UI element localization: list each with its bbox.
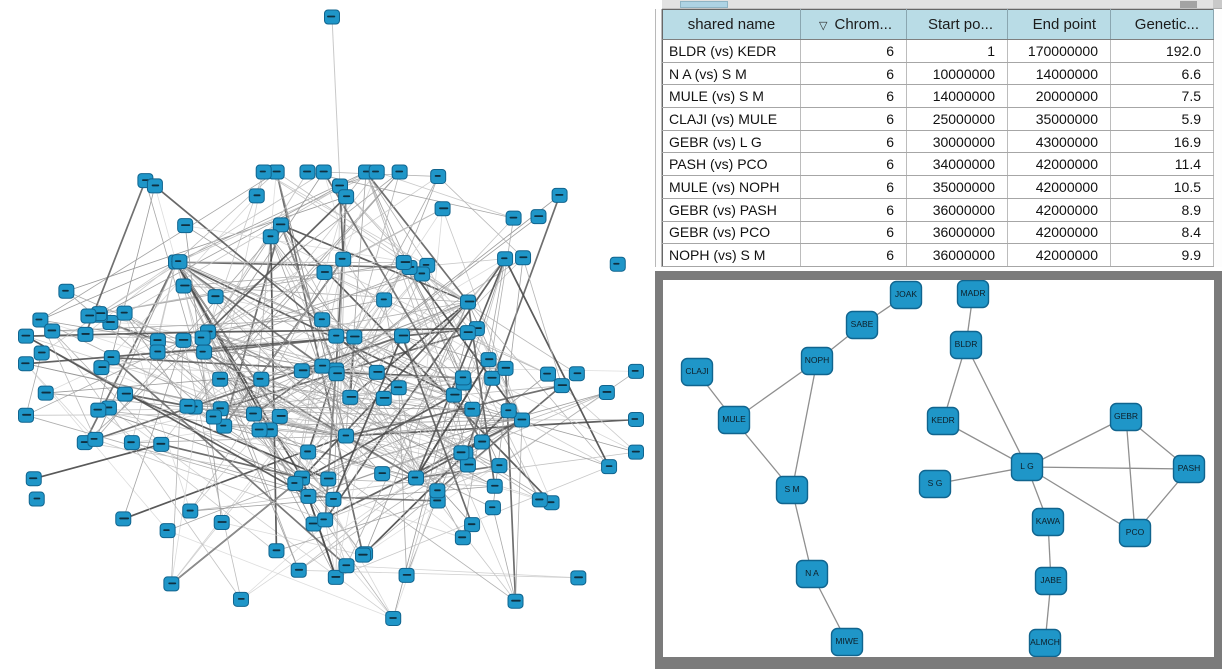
network-node-SM[interactable] <box>777 477 808 504</box>
scrollbar-corner <box>1213 0 1222 9</box>
network-node[interactable] <box>208 290 223 304</box>
table-cell[interactable]: N A (vs) S M <box>663 62 801 85</box>
network-node[interactable] <box>195 331 210 345</box>
table-cell[interactable]: 6.6 <box>1111 62 1214 85</box>
network-node[interactable] <box>172 255 187 269</box>
network-node[interactable] <box>431 169 446 183</box>
svg-text:JABE: JABE <box>1040 575 1062 585</box>
network-node[interactable] <box>569 367 584 381</box>
network-node[interactable] <box>465 402 480 416</box>
network-node-SABE[interactable] <box>847 312 878 339</box>
network-node[interactable] <box>150 345 165 359</box>
svg-text:PCO: PCO <box>1125 527 1145 537</box>
table-cell[interactable]: 192.0 <box>1111 40 1214 63</box>
network-node-JABE[interactable] <box>1036 568 1067 595</box>
svg-text:JOAK: JOAK <box>894 289 918 299</box>
sub-network-panel <box>655 271 1222 669</box>
network-node[interactable] <box>485 371 500 385</box>
network-node[interactable] <box>147 179 162 193</box>
table-row[interactable] <box>663 40 1214 63</box>
network-node[interactable] <box>19 408 34 422</box>
network-node[interactable] <box>213 372 228 386</box>
svg-text:N A: N A <box>805 568 819 578</box>
network-node[interactable] <box>233 592 248 606</box>
network-node-KAWA[interactable] <box>1033 509 1064 536</box>
network-node[interactable] <box>206 410 221 424</box>
network-node[interactable] <box>256 165 271 179</box>
table-cell[interactable]: 42000000 <box>1008 153 1111 176</box>
table-cell[interactable]: 36000000 <box>907 221 1008 244</box>
table-h-scrollbar[interactable] <box>662 0 1213 9</box>
svg-text:L G: L G <box>1020 461 1034 471</box>
network-node[interactable] <box>118 387 133 401</box>
network-node[interactable] <box>430 484 445 498</box>
network-node[interactable] <box>249 189 264 203</box>
network-node[interactable] <box>317 265 332 279</box>
table-cell[interactable]: 42000000 <box>1008 244 1111 267</box>
table-cell[interactable]: 30000000 <box>907 130 1008 153</box>
network-node[interactable] <box>602 460 617 474</box>
svg-text:ALMCH: ALMCH <box>1030 637 1060 647</box>
table-cell[interactable]: 170000000 <box>1008 40 1111 63</box>
network-node[interactable] <box>124 436 139 450</box>
table-cell[interactable]: 7.5 <box>1111 85 1214 108</box>
network-node[interactable] <box>395 329 410 343</box>
network-node-GEBR[interactable] <box>1111 404 1142 431</box>
network-node[interactable] <box>487 479 502 493</box>
network-node[interactable] <box>498 252 513 266</box>
network-node[interactable] <box>461 295 476 309</box>
h-scrollbar-thumb[interactable] <box>680 1 728 8</box>
network-node-PASH[interactable] <box>1174 456 1205 483</box>
network-node[interactable] <box>117 306 132 320</box>
network-node-SG[interactable] <box>920 471 951 498</box>
table-header-row <box>663 10 1214 40</box>
network-node[interactable] <box>375 467 390 481</box>
table-cell[interactable]: 6 <box>801 244 907 267</box>
table-cell[interactable]: 6 <box>801 40 907 63</box>
network-node[interactable] <box>197 345 212 359</box>
network-node[interactable] <box>29 492 44 506</box>
network-node[interactable] <box>455 371 470 385</box>
network-node[interactable] <box>252 423 267 437</box>
network-node-MIWE[interactable] <box>832 629 863 656</box>
table-cell[interactable]: 34000000 <box>907 153 1008 176</box>
node-table <box>662 9 1214 267</box>
network-node[interactable] <box>326 492 341 506</box>
table-body <box>663 40 1214 267</box>
table-cell[interactable]: GEBR (vs) PCO <box>663 221 801 244</box>
network-node[interactable] <box>78 327 93 341</box>
network-node-MADR[interactable] <box>958 281 989 308</box>
network-node[interactable] <box>599 385 614 399</box>
table-cell[interactable]: 9.9 <box>1111 244 1214 267</box>
table-cell[interactable]: BLDR (vs) KEDR <box>663 40 801 63</box>
network-node-MULE[interactable] <box>719 407 750 434</box>
table-cell[interactable]: 14000000 <box>1008 62 1111 85</box>
network-node[interactable] <box>531 210 546 224</box>
network-node[interactable] <box>59 284 74 298</box>
network-node[interactable] <box>629 412 644 426</box>
sub-network-canvas[interactable] <box>663 280 1214 657</box>
network-node[interactable] <box>294 364 309 378</box>
network-node[interactable] <box>291 563 306 577</box>
network-node[interactable] <box>81 309 96 323</box>
network-node[interactable] <box>343 390 358 404</box>
network-node[interactable] <box>515 413 530 427</box>
network-node-KEDR[interactable] <box>928 408 959 435</box>
table-cell[interactable]: 42000000 <box>1008 221 1111 244</box>
table-cell[interactable]: 6 <box>801 85 907 108</box>
svg-text:SABE: SABE <box>850 319 874 329</box>
network-node-NOPH[interactable] <box>802 348 833 375</box>
svg-text:KEDR: KEDR <box>931 415 955 425</box>
network-node[interactable] <box>435 202 450 216</box>
network-node[interactable] <box>301 445 316 459</box>
table-cell[interactable]: 6 <box>801 221 907 244</box>
table-cell[interactable]: 8.9 <box>1111 198 1214 221</box>
column-header-start-po---[interactable]: Start po... <box>907 10 1008 40</box>
table-row[interactable] <box>663 153 1214 176</box>
table-cell[interactable]: 36000000 <box>907 244 1008 267</box>
network-node[interactable] <box>377 293 392 307</box>
network-node[interactable] <box>254 372 269 386</box>
network-node-PCO[interactable] <box>1120 520 1151 547</box>
svg-text:BLDR: BLDR <box>954 339 978 349</box>
network-node[interactable] <box>329 329 344 343</box>
network-node-LG[interactable] <box>1012 454 1043 481</box>
table-cell[interactable]: 35000000 <box>907 176 1008 199</box>
table-cell[interactable]: 43000000 <box>1008 130 1111 153</box>
network-node[interactable] <box>508 594 523 608</box>
table-cell[interactable]: CLAJI (vs) MULE <box>663 108 801 131</box>
table-row[interactable] <box>663 221 1214 244</box>
table-cell[interactable]: 6 <box>801 198 907 221</box>
table-cell[interactable]: 36000000 <box>907 198 1008 221</box>
table-cell[interactable]: 1 <box>907 40 1008 63</box>
network-node[interactable] <box>339 429 354 443</box>
network-node[interactable] <box>356 548 371 562</box>
table-cell[interactable]: 35000000 <box>1008 108 1111 131</box>
node-table-panel <box>655 0 1222 271</box>
network-node[interactable] <box>610 257 625 271</box>
network-edge-GEBR-PCO[interactable] <box>1126 417 1135 533</box>
column-header-chrom---[interactable]: ▽ Chrom... <box>801 10 907 40</box>
network-node[interactable] <box>183 504 198 518</box>
network-node[interactable] <box>460 326 475 340</box>
network-node[interactable] <box>455 531 470 545</box>
network-node-ALMCH[interactable] <box>1030 630 1061 657</box>
network-node[interactable] <box>247 407 262 421</box>
svg-text:S M: S M <box>784 484 800 494</box>
network-node[interactable] <box>214 516 229 530</box>
network-node[interactable] <box>318 513 333 527</box>
table-row[interactable] <box>663 176 1214 199</box>
network-node[interactable] <box>336 252 351 266</box>
h-scrollbar-end-thumb[interactable] <box>1180 1 1197 8</box>
svg-text:GEBR: GEBR <box>1113 411 1139 421</box>
network-node[interactable] <box>339 559 354 573</box>
network-node[interactable] <box>454 446 469 460</box>
network-node[interactable] <box>409 471 424 485</box>
network-node[interactable] <box>532 493 547 507</box>
table-cell[interactable]: 11.4 <box>1111 153 1214 176</box>
table-row[interactable] <box>663 244 1214 267</box>
column-header-genetic---[interactable]: Genetic... <box>1111 10 1214 40</box>
network-node[interactable] <box>629 445 644 459</box>
table-cell[interactable]: 6 <box>801 130 907 153</box>
network-node[interactable] <box>160 524 175 538</box>
network-node[interactable] <box>396 256 411 270</box>
network-node[interactable] <box>485 501 500 515</box>
table-cell[interactable]: 8.4 <box>1111 221 1214 244</box>
column-header-shared-name[interactable]: shared name <box>663 10 801 40</box>
table-cell[interactable]: GEBR (vs) PASH <box>663 198 801 221</box>
network-node[interactable] <box>321 472 336 486</box>
network-node[interactable] <box>465 518 480 532</box>
table-cell[interactable]: 14000000 <box>907 85 1008 108</box>
svg-text:S G: S G <box>927 478 943 488</box>
table-row[interactable] <box>663 85 1214 108</box>
network-node[interactable] <box>347 330 362 344</box>
svg-text:CLAJI: CLAJI <box>685 366 709 376</box>
table-cell[interactable]: 25000000 <box>907 108 1008 131</box>
table-cell[interactable]: MULE (vs) NOPH <box>663 176 801 199</box>
table-row[interactable] <box>663 62 1214 85</box>
network-node[interactable] <box>329 367 344 381</box>
network-node[interactable] <box>571 571 586 585</box>
network-node[interactable] <box>392 165 407 179</box>
network-node[interactable] <box>300 165 315 179</box>
table-row[interactable] <box>663 108 1214 131</box>
network-node[interactable] <box>316 165 331 179</box>
svg-text:PASH: PASH <box>1177 463 1201 473</box>
table-cell[interactable]: 10.5 <box>1111 176 1214 199</box>
network-edge-LG-PASH[interactable] <box>1027 467 1189 469</box>
table-cell[interactable]: PASH (vs) PCO <box>663 153 801 176</box>
network-node[interactable] <box>176 279 191 293</box>
network-node[interactable] <box>498 361 513 375</box>
svg-text:NOPH: NOPH <box>804 355 830 365</box>
network-node[interactable] <box>164 577 179 591</box>
network-node[interactable] <box>88 432 103 446</box>
network-node[interactable] <box>325 10 340 24</box>
network-node[interactable] <box>178 219 193 233</box>
network-node[interactable] <box>629 364 644 378</box>
network-node[interactable] <box>91 403 106 417</box>
network-node[interactable] <box>34 346 49 360</box>
table-row[interactable] <box>663 130 1214 153</box>
network-node[interactable] <box>506 211 521 225</box>
network-node[interactable] <box>269 544 284 558</box>
table-cell[interactable]: NOPH (vs) S M <box>663 244 801 267</box>
table-header <box>663 10 1214 40</box>
network-node[interactable] <box>180 399 195 413</box>
network-node[interactable] <box>386 611 401 625</box>
network-node[interactable] <box>176 333 191 347</box>
table-cell[interactable]: 42000000 <box>1008 176 1111 199</box>
table-cell[interactable]: 42000000 <box>1008 198 1111 221</box>
network-edge-NOPH-SM[interactable] <box>792 361 817 490</box>
network-node[interactable] <box>315 359 330 373</box>
network-node[interactable] <box>339 190 354 204</box>
table-cell[interactable]: 5.9 <box>1111 108 1214 131</box>
table-cell[interactable]: 6 <box>801 62 907 85</box>
filter-icon[interactable]: ▽ <box>819 20 828 32</box>
network-node[interactable] <box>38 386 53 400</box>
table-cell[interactable]: 6 <box>801 153 907 176</box>
network-node[interactable] <box>116 512 131 526</box>
network-node[interactable] <box>516 251 531 265</box>
network-node[interactable] <box>481 353 496 367</box>
network-node[interactable] <box>376 391 391 405</box>
table-row[interactable] <box>663 198 1214 221</box>
table-cell[interactable]: 10000000 <box>907 62 1008 85</box>
table-cell[interactable]: MULE (vs) S M <box>663 85 801 108</box>
network-node[interactable] <box>474 435 489 449</box>
network-node[interactable] <box>272 409 287 423</box>
table-cell[interactable]: 20000000 <box>1008 85 1111 108</box>
network-node[interactable] <box>301 489 316 503</box>
network-node-NA[interactable] <box>797 561 828 588</box>
network-node[interactable] <box>501 404 516 418</box>
network-node[interactable] <box>19 329 34 343</box>
network-node[interactable] <box>492 459 507 473</box>
network-node[interactable] <box>19 357 34 371</box>
network-node[interactable] <box>288 476 303 490</box>
network-node[interactable] <box>26 472 41 486</box>
network-node[interactable] <box>552 188 567 202</box>
network-node-JOAK[interactable] <box>891 282 922 309</box>
network-node[interactable] <box>541 367 556 381</box>
network-node-BLDR[interactable] <box>951 332 982 359</box>
table-cell[interactable]: 6 <box>801 108 907 131</box>
network-node[interactable] <box>554 379 569 393</box>
network-node[interactable] <box>391 381 406 395</box>
svg-text:MULE: MULE <box>722 414 746 424</box>
network-node[interactable] <box>369 365 384 379</box>
table-left-gutter <box>655 9 662 267</box>
svg-text:MIWE: MIWE <box>835 636 859 646</box>
network-node-CLAJI[interactable] <box>682 359 713 386</box>
network-node[interactable] <box>94 361 109 375</box>
column-header-end-point[interactable]: End point <box>1008 10 1111 40</box>
network-node[interactable] <box>399 568 414 582</box>
svg-text:KAWA: KAWA <box>1035 516 1061 526</box>
network-node[interactable] <box>45 324 60 338</box>
table-cell[interactable]: 6 <box>801 176 907 199</box>
network-edge-BLDR-LG[interactable] <box>966 345 1027 467</box>
table-right-gutter <box>1213 9 1222 267</box>
table-cell[interactable]: GEBR (vs) L G <box>663 130 801 153</box>
network-node[interactable] <box>369 165 384 179</box>
network-node[interactable] <box>263 230 278 244</box>
svg-text:MADR: MADR <box>960 288 986 298</box>
network-node[interactable] <box>154 437 169 451</box>
network-node[interactable] <box>315 313 330 327</box>
table-cell[interactable]: 16.9 <box>1111 130 1214 153</box>
